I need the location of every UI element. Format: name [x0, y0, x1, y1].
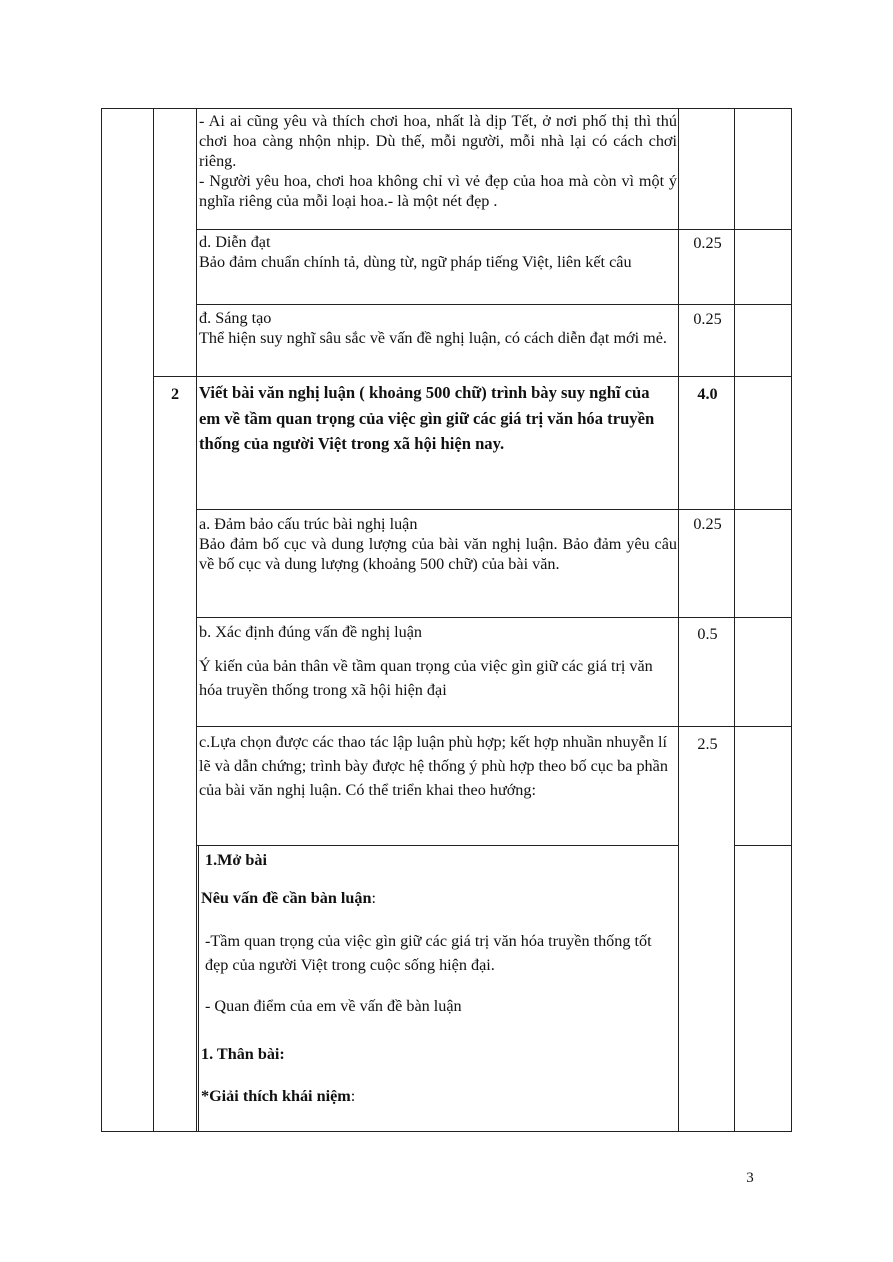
criterion-title: b. Xác định đúng vấn đề nghị luận: [199, 623, 422, 641]
row-divider: [196, 509, 792, 510]
page-number: 3: [746, 1170, 754, 1186]
section-heading-mo-bai: 1.Mở bài: [205, 851, 268, 869]
subheading-colon: :: [371, 889, 376, 907]
question-prompt: Viết bài văn nghị luận ( khoảng 500 chữ) trình bày suy nghĩ của em về tầm quan trọng của việc gìn giữ các giá trị văn hóa truyền thống của người Việt trong xã hội hiện nay.: [199, 383, 655, 453]
table-border-col4: [678, 108, 679, 1132]
subheading-colon: :: [350, 1087, 356, 1105]
section-heading-than-bai: 1. Thân bài:: [201, 1045, 285, 1063]
table-border-left: [101, 108, 102, 1132]
row-7-content: c.Lựa chọn được các thao tác lập luận phù hợp; kết hợp nhuần nhuyễn lí lẽ và dẫn chứng; trình bày được hệ thống ý phù hợp theo bố cục ba phần của bài văn nghị luận. Có thể triển khai theo hướng:: [199, 733, 668, 799]
score-cell: 4.0: [697, 385, 718, 403]
table-border-top: [101, 108, 792, 109]
row-2-content: [199, 232, 677, 272]
row-divider: [196, 304, 792, 305]
table-border-col2: [153, 108, 154, 1132]
score-cell: 2.5: [697, 735, 718, 753]
row-divider: [196, 845, 679, 846]
row-6-content: [199, 622, 677, 702]
row-divider: [153, 376, 792, 377]
criterion-title: đ. Sáng tạo: [199, 309, 272, 327]
section-subheading: [201, 888, 376, 908]
criterion-body: Thể hiện suy nghĩ sâu sắc về vấn đề nghị luận, có cách diễn đạt mới mẻ.: [199, 329, 667, 347]
criterion-body: Bảo đảm bố cục và dung lượng của bài văn nghị luận. Bảo đảm yêu câu về bố cục và dung lượng (khoảng 500 chữ) của bài văn.: [199, 535, 677, 573]
table-border-col5: [734, 108, 735, 1132]
table-border-right: [791, 108, 792, 1132]
score-cell: 0.25: [693, 515, 722, 533]
table-border-col3b: [198, 845, 199, 1132]
section-subheading: [201, 1086, 355, 1106]
question-number: 2: [170, 385, 180, 403]
criterion-title: a. Đảm bảo cấu trúc bài nghị luận: [199, 515, 418, 533]
row-divider: [196, 229, 792, 230]
bullet-text: - Người yêu hoa, chơi hoa không chỉ vì vẻ đẹp của hoa mà còn vì một ý nghĩa riêng của mỗi loại hoa.- là một nét đẹp .: [199, 172, 677, 210]
bullet-text: - Ai ai cũng yêu và thích chơi hoa, nhất là dịp Tết, ở nơi phố thị thì thú chơi hoa càng nhộn nhịp. Dù thế, mỗi người, mỗi nhà lại có cách chơi riêng.: [199, 112, 677, 170]
bullet-text: - Quan điểm của em về vấn đề bàn luận: [205, 997, 462, 1015]
row-5-content: [199, 514, 677, 574]
criterion-body: Ý kiến của bản thân về tầm quan trọng của việc gìn giữ các giá trị văn hóa truyền thống trong xã hội hiện đại: [199, 657, 653, 699]
subheading-text: Nêu vấn đề cần bàn luận: [201, 889, 372, 907]
criterion-title: d. Diễn đạt: [199, 233, 271, 251]
row-1-content: [199, 111, 677, 211]
row-3-content: [199, 308, 677, 348]
subheading-text: *Giải thích khái niệm: [201, 1087, 351, 1105]
score-cell: 0.5: [697, 625, 718, 643]
row-divider: [734, 845, 792, 846]
table-border-col3: [196, 108, 197, 1132]
score-cell: 0.25: [693, 234, 722, 252]
row-divider: [196, 726, 792, 727]
row-divider: [196, 617, 792, 618]
bullet-text: -Tầm quan trọng của việc gìn giữ các giá trị văn hóa truyền thống tốt đẹp của người Việt trong cuộc sống hiện đại.: [205, 932, 652, 974]
score-cell: 0.25: [693, 310, 722, 328]
criterion-body: Bảo đảm chuẩn chính tả, dùng từ, ngữ pháp tiếng Việt, liên kết câu: [199, 253, 632, 271]
table-border-bottom: [101, 1131, 792, 1132]
